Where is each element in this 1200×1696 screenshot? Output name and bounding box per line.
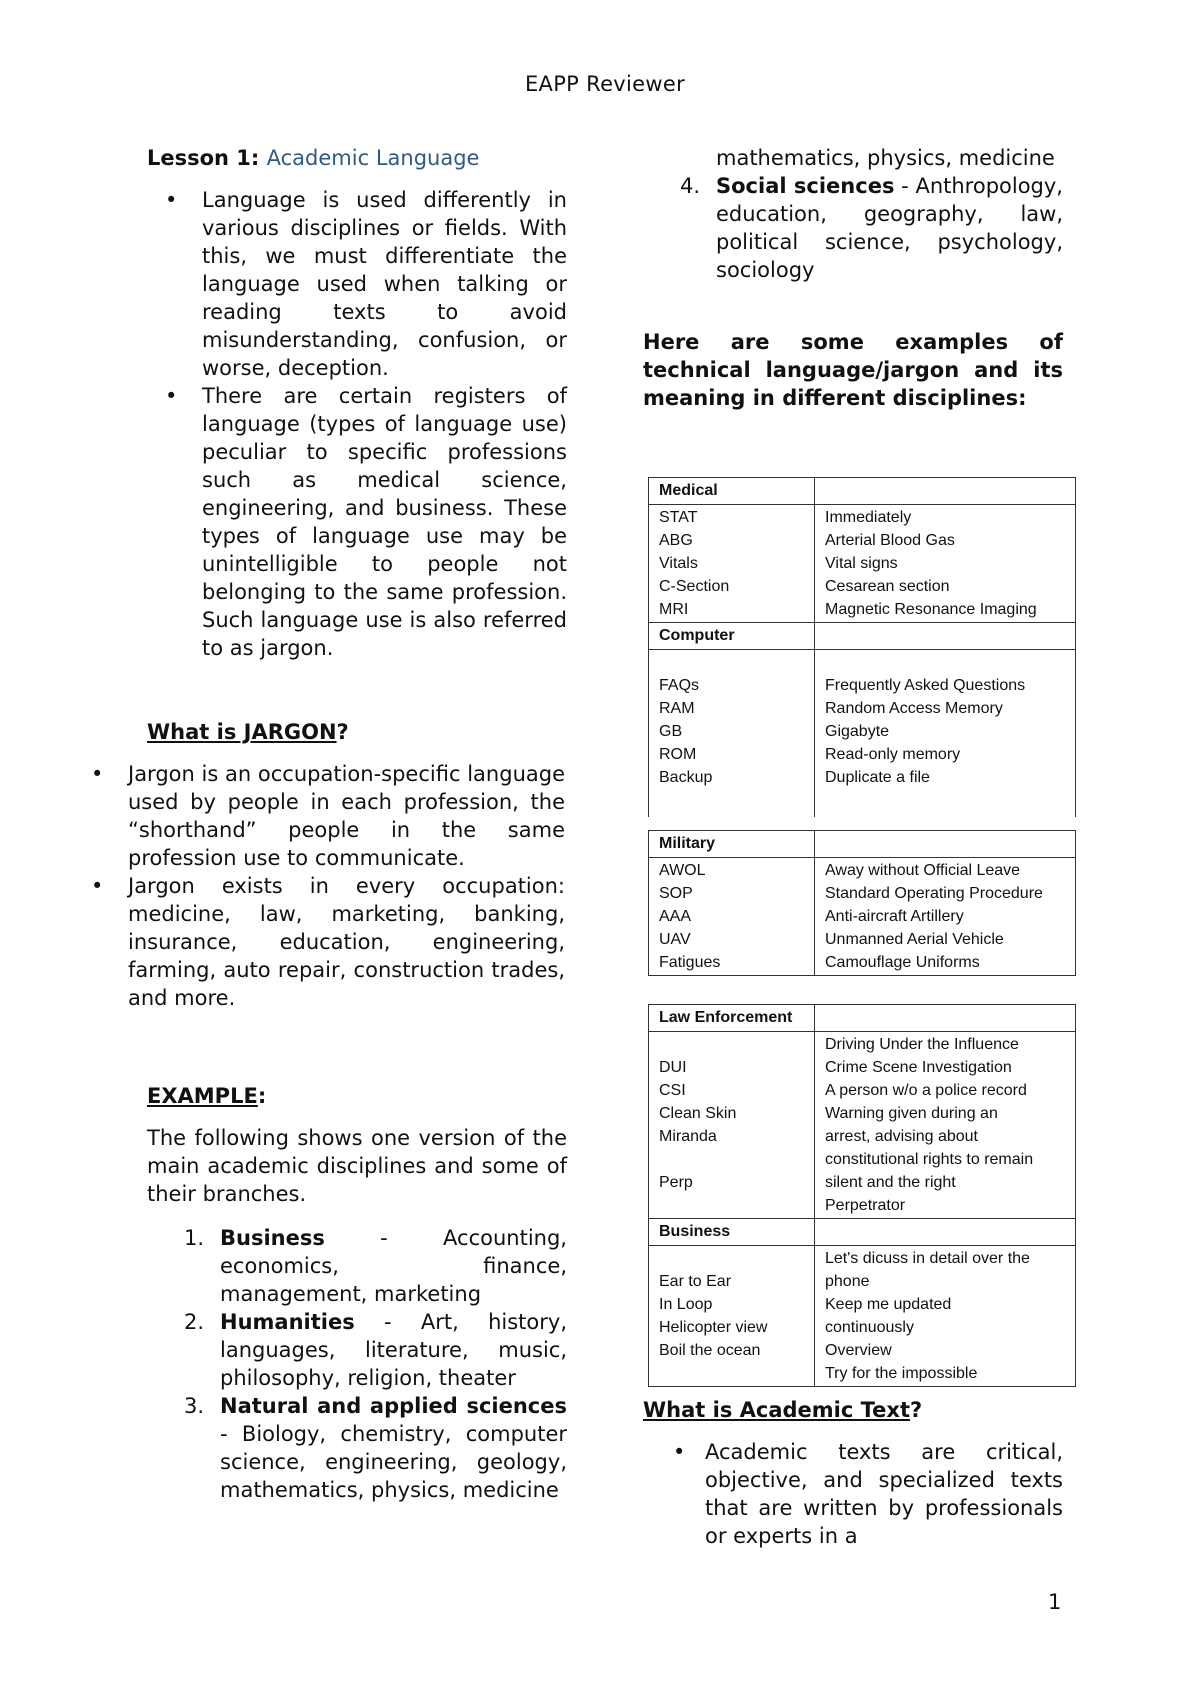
bullet-icon: •: [165, 384, 178, 408]
item-number: 2.: [184, 1310, 205, 1334]
separator: -: [324, 1226, 444, 1250]
academic-text-section: [643, 1396, 1063, 1550]
list-item: [643, 1438, 1063, 1550]
meaning: Perpetrator: [825, 1197, 906, 1214]
example-heading-mark: :: [257, 1084, 267, 1108]
term: CSI: [659, 1082, 686, 1099]
term: AAA: [659, 908, 692, 925]
item-number: 3.: [184, 1394, 205, 1418]
academic-text-heading: [643, 1396, 1063, 1424]
meaning: arrest, advising about: [825, 1128, 978, 1145]
medical-meanings-cell: [815, 505, 1076, 623]
table-header-empty: [815, 623, 1076, 650]
term: Fatigues: [659, 954, 721, 971]
separator: -: [354, 1310, 421, 1334]
left-column: [91, 144, 567, 1504]
term: Clean Skin: [659, 1105, 737, 1122]
business-meanings-cell: [815, 1246, 1076, 1387]
item-number: 4.: [680, 174, 701, 198]
term: AWOL: [659, 862, 706, 879]
example-intro: The following shows one version of the main academic disciplines and some of their branches.: [147, 1126, 567, 1206]
meaning: constitutional rights to remain: [825, 1151, 1034, 1168]
meaning: Crime Scene Investigation: [825, 1059, 1012, 1076]
term: [659, 1362, 814, 1385]
table-header-empty: [815, 1005, 1076, 1032]
term: SOP: [659, 885, 693, 902]
term: Boil the ocean: [659, 1342, 761, 1359]
jargon-heading-mark: ?: [336, 720, 349, 744]
table-header-business: Business: [649, 1219, 815, 1246]
table-row: [649, 505, 1076, 623]
meaning: Anti-aircraft Artillery: [825, 908, 964, 925]
academic-text-heading-text: What is Academic Text: [643, 1398, 910, 1422]
meaning: Arterial Blood Gas: [825, 532, 955, 549]
discipline-branches: Anthropology, education, geography, law, political science, psychology, sociology: [716, 174, 1063, 282]
table-row: [649, 1246, 1076, 1387]
bullet-text: There are certain registers of language (types of language use) peculiar to specific professions such as medical science, engineering, and business. These types of language use may be unintelligible to people not belonging to the same profession. Such language use is also referred to as jargon.: [202, 384, 567, 660]
table-header-empty: [815, 478, 1076, 505]
meaning: Frequently Asked Questions: [825, 677, 1026, 694]
term: DUI: [659, 1059, 687, 1076]
medical-terms-cell: [649, 505, 815, 623]
term: Perp: [659, 1174, 693, 1191]
jargon-heading: [147, 718, 567, 746]
term: In Loop: [659, 1296, 713, 1313]
lesson-title: Academic Language: [266, 146, 480, 170]
term: UAV: [659, 931, 691, 948]
example-heading: [147, 1082, 567, 1110]
term: STAT: [659, 509, 698, 526]
term: Miranda: [659, 1128, 717, 1145]
continued-branches: mathematics, physics, medicine: [716, 146, 1055, 170]
bullet-icon: •: [673, 1440, 686, 1464]
example-heading-text: EXAMPLE: [147, 1084, 258, 1108]
bullet-icon: •: [165, 188, 178, 212]
term: Ear to Ear: [659, 1273, 732, 1290]
jargon-table-law-business: [648, 1004, 1076, 1387]
bullet-icon: •: [91, 762, 104, 786]
discipline-item: [147, 1392, 567, 1504]
term: Backup: [659, 769, 713, 786]
meaning: Duplicate a file: [825, 769, 930, 786]
meaning: silent and the right: [825, 1174, 956, 1191]
term: RAM: [659, 700, 695, 717]
list-item: [81, 872, 565, 1012]
separator: -: [220, 1422, 242, 1446]
meaning: Overview: [825, 1342, 892, 1359]
jargon-heading-text: What is JARGON: [147, 720, 337, 744]
list-item: [81, 760, 565, 872]
discipline-branches: Biology, chemistry, computer science, engineering, geology, mathematics, physics, medicine: [220, 1422, 567, 1502]
meaning: Random Access Memory: [825, 700, 1003, 717]
examples-intro: Here are some examples of technical language/jargon and its meaning in different disciplines:: [643, 330, 1063, 410]
meaning: Standard Operating Procedure: [825, 885, 1043, 902]
discipline-name: Humanities: [220, 1310, 355, 1334]
term: Helicopter view: [659, 1319, 768, 1336]
discipline-name: Business: [220, 1226, 325, 1250]
meaning: Unmanned Aerial Vehicle: [825, 931, 1004, 948]
table-row: [649, 1032, 1076, 1219]
separator: -: [894, 174, 916, 198]
right-column: [643, 144, 1063, 412]
table-header-empty: [815, 1219, 1076, 1246]
bullet-icon: •: [91, 874, 104, 898]
item-number: 1.: [184, 1226, 205, 1250]
bullet-text: Jargon exists in every occupation: medicine, law, marketing, banking, insurance, education, engineering, farming, auto repair, construction trades, and more.: [128, 874, 565, 1010]
meaning: A person w/o a police record: [825, 1082, 1027, 1099]
bullet-text: Academic texts are critical, objective, and specialized texts that are written by professionals or experts in a: [705, 1440, 1063, 1548]
meaning: Camouflage Uniforms: [825, 954, 980, 971]
term: Vitals: [659, 555, 698, 572]
lesson-bullets: [147, 186, 567, 662]
discipline-item: [147, 1224, 567, 1308]
disciplines-list: [147, 1224, 567, 1504]
table-header-empty: [815, 831, 1076, 858]
term: [659, 1194, 814, 1217]
term: [659, 1033, 814, 1056]
meaning: Read-only memory: [825, 746, 961, 763]
term: GB: [659, 723, 683, 740]
list-item: [147, 382, 567, 662]
term: FAQs: [659, 677, 700, 694]
lesson-prefix: Lesson 1:: [147, 146, 267, 170]
term: [659, 1247, 814, 1270]
meaning: continuously: [825, 1319, 914, 1336]
meaning: Cesarean section: [825, 578, 950, 595]
law-terms-cell: [649, 1032, 815, 1219]
discipline-name: Natural and applied sciences: [220, 1394, 567, 1418]
term: ABG: [659, 532, 693, 549]
table-header-medical: Medical: [649, 478, 815, 505]
jargon-bullets: [81, 760, 565, 1012]
page-number: 1: [1048, 1590, 1062, 1614]
list-item: [147, 186, 567, 382]
meaning: Immediately: [825, 509, 912, 526]
term: [659, 1148, 814, 1171]
discipline-name: Social sciences: [716, 174, 895, 198]
meaning: Driving Under the Influence: [825, 1036, 1019, 1053]
jargon-table-medical-computer: [648, 477, 1076, 817]
meaning: Keep me updated: [825, 1296, 952, 1313]
page-title: EAPP Reviewer: [524, 72, 685, 96]
disciplines-list-continued: [643, 172, 1063, 284]
bullet-text: Language is used differently in various disciplines or fields. With this, we must differentiate the language used when talking or reading texts to avoid misunderstanding, confusion, or worse, deception.: [202, 188, 567, 380]
business-terms-cell: [649, 1246, 815, 1387]
meaning: Try for the impossible: [825, 1365, 978, 1382]
discipline-branches: Accounting, economics, finance, management, marketing: [220, 1226, 567, 1306]
computer-meanings-cell: [815, 650, 1076, 818]
meaning: Vital signs: [825, 555, 898, 572]
discipline-item: [643, 172, 1063, 284]
table-header-law: Law Enforcement: [649, 1005, 815, 1032]
meaning: Warning given during an: [825, 1105, 998, 1122]
military-meanings-cell: [815, 858, 1076, 976]
discipline-branches: Art, history, languages, literature, music, philosophy, religion, theater: [220, 1310, 567, 1390]
table-header-computer: Computer: [649, 623, 815, 650]
lesson-heading: [147, 144, 567, 172]
computer-terms-cell: [649, 650, 815, 818]
term: ROM: [659, 746, 697, 763]
jargon-table-military: [648, 830, 1076, 976]
meaning: Let's dicuss in detail over the: [825, 1250, 1030, 1267]
meaning: phone: [825, 1273, 870, 1290]
meaning: Away without Official Leave: [825, 862, 1021, 879]
table-row: [649, 650, 1076, 818]
table-header-military: Military: [649, 831, 815, 858]
table-row: [649, 858, 1076, 976]
discipline-item: [147, 1308, 567, 1392]
meaning: Gigabyte: [825, 723, 890, 740]
bullet-text: Jargon is an occupation-specific language used by people in each profession, the “shorthand” people in the same profession use to communicate.: [128, 762, 565, 870]
military-terms-cell: [649, 858, 815, 976]
term: MRI: [659, 601, 689, 618]
term: C-Section: [659, 578, 730, 595]
law-meanings-cell: [815, 1032, 1076, 1219]
meaning: Magnetic Resonance Imaging: [825, 601, 1037, 618]
academic-text-bullets: [643, 1438, 1063, 1550]
academic-text-heading-mark: ?: [910, 1398, 923, 1422]
